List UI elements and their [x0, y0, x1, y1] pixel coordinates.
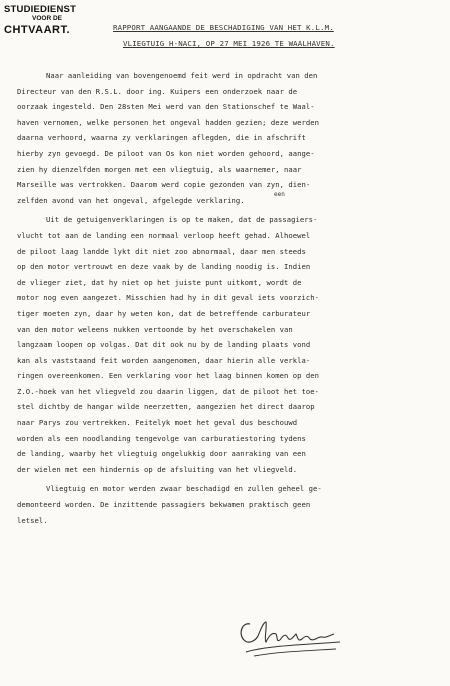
text-line: kan als vaststaand feit worden aangenomen, daar hierin alle verkla- [17, 355, 311, 365]
letterhead-line-3: CHTVAART. [4, 24, 71, 36]
text-line: van den motor weleens nukken vertoonde by het overschakelen van [17, 324, 293, 334]
text-line: motor nog even aangezet. Misschien had hy in dit geval iets voorzich- [17, 293, 320, 303]
text-line: Vliegtuig en motor werden zwaar beschadigd en zullen geheel ge- [46, 484, 322, 494]
letterhead-line-2: VOOR DE [32, 15, 62, 22]
text-line: ringen overeenkomen. Een verklaring voor het laag binnen komen op den [17, 371, 320, 381]
report-body [17, 68, 447, 528]
report-title-line-1: RAPPORT AANGAANDE DE BESCHADIGING VAN HET K.L.M. [113, 23, 334, 32]
text-line: haven vernomen, welke personen het ongeval hadden gezien; deze werden [17, 117, 320, 127]
text-line: vlucht tot aan de landing een normaal verloop heeft gehad. Alhoewel [17, 230, 311, 240]
text-line: daarna verhoord, waarna zy verklaringen aflegden, die in afschrift [17, 133, 306, 143]
text-line: langzaam loopen op volgas. Dat dit ook nu by de landing plaats vond [17, 340, 311, 350]
text-line: demonteerd worden. De inzittende passagiers bekwamen praktisch geen [17, 500, 311, 510]
report-title-line-2: VLIEGTUIG H-NACI, OP 27 MEI 1926 TE WAALHAVEN. [123, 39, 335, 48]
text-line: oorzaak ingesteld. Den 28sten Mei werd van den Stationschef te Waal- [17, 102, 315, 112]
paragraph-2 [17, 212, 447, 477]
text-line: worden als een noodlanding tengevolge van carburatiestoring tydens [17, 433, 306, 443]
signature-image [236, 612, 346, 658]
text-line: Z.O.-hoek van het vliegveld zou daarin liggen, dat de piloot het toe- [17, 386, 320, 396]
handwritten-insert: een [274, 191, 285, 198]
text-line: stel dichtby de hangar wilde neerzetten, aangezien het direct daarop [17, 402, 315, 412]
report-title [113, 20, 443, 52]
text-line: de piloot laag landde lykt dit niet zoo abnormaal, daar men steeds [17, 246, 306, 256]
text-line: der wielen met een hindernis op de afsluiting van het vliegveld. [17, 464, 298, 474]
text-line: de vlieger ziet, dat hy niet op het juiste punt uitkomt, wordt de [17, 277, 302, 287]
text-line: letsel. [17, 515, 48, 525]
text-line: hierby zyn gevoegd. De piloot van Os kon niet worden gehoord, aange- [17, 148, 315, 158]
text-line: zelfden avond van het ongeval, afgelegde verklaring. [17, 195, 245, 205]
paragraph-1 [17, 68, 447, 208]
text-line: op den motor vertrouwt en deze vaak by de landing noodig is. Indien [17, 262, 311, 272]
text-line: Naar aanleiding van bovengenoemd feit werd in opdracht van den [46, 71, 318, 80]
text-line: zien hy dienzelfden morgen met een vliegtuig, als waarnemer, naar [17, 164, 302, 174]
text-line: Uit de getuigenverklaringen is op te maken, dat de passagiers- [46, 215, 318, 225]
text-line: naar Parys zou vertrekken. Feitelyk moet het geval dus beschouwd [17, 418, 298, 428]
text-line: tiger moeten zyn, daar hy weten kon, dat de betreffende carburateur [17, 308, 311, 318]
text-line: Marseille was vertrokken. Daarom werd copie gezonden van zyn, dien- [17, 180, 311, 190]
paragraph-3 [17, 481, 447, 528]
text-line: de landing, waarby het vliegtuig ongelukkig door aanraking van een [17, 449, 306, 459]
letterhead-line-1: STUDIEDIENST [4, 4, 77, 15]
text-line: Directeur van den R.S.L. door ing. Kuipers een onderzoek naar de [17, 86, 298, 96]
letterhead [4, 4, 104, 37]
